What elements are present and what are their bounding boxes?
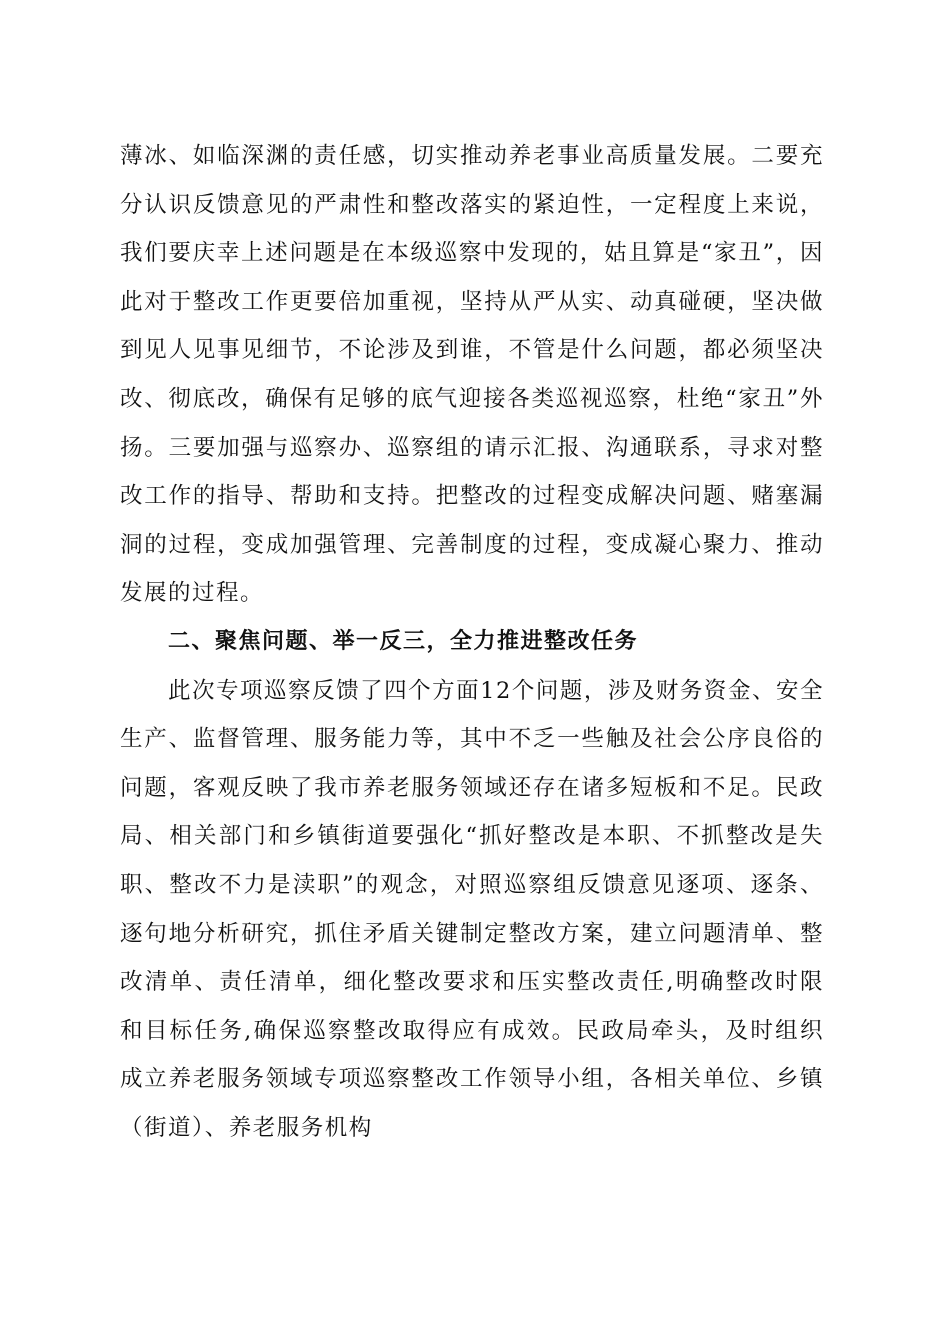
- body-paragraph: 此次专项巡察反馈了四个方面12个问题，涉及财务资金、安全生产、监督管理、服务能力等，其中不乏一些触及社会公序良俗的问题，客观反映了我市养老服务领域还存在诸多短板和不足。民政局、相关部门和乡镇街道要强化“抓好整改是本职、不抓整改是失职、整改不力是渎职”的观念，对照巡察组反馈意见逐项、逐条、逐句地分析研究，抓住矛盾关键制定整改方案，建立问题清单、整改清单、责任清单，细化整改要求和压实整改责任,明确整改时限和目标任务,确保巡察整改取得应有成效。民政局牵头，及时组织成立养老服务领域专项巡察整改工作领导小组，各相关单位、乡镇（街道）、养老服务机构: [120, 677, 824, 1141]
- section-heading: 二、聚焦问题、举一反三，全力推进整改任务: [168, 628, 639, 654]
- body-paragraph-continued: 薄冰、如临深渊的责任感，切实推动养老事业高质量发展。二要充分认识反馈意见的严肃性和整改落实的紧迫性，一定程度上来说，我们要庆幸上述问题是在本级巡察中发现的，姑且算是“家丑”，因此对于整改工作更要倍加重视，坚持从严从实、动真碰硬，坚决做到见人见事见细节，不论涉及到谁，不管是什么问题，都必须坚决改、彻底改，确保有足够的底气迎接各类巡视巡察，杜绝“家丑”外扬。三要加强与巡察办、巡察组的请示汇报、沟通联系，寻求对整改工作的指导、帮助和支持。把整改的过程变成解决问题、赌塞漏洞的过程，变成加强管理、完善制度的过程，变成凝心聚力、推动发展的过程。: [120, 143, 824, 607]
- document-body: [120, 132, 824, 1152]
